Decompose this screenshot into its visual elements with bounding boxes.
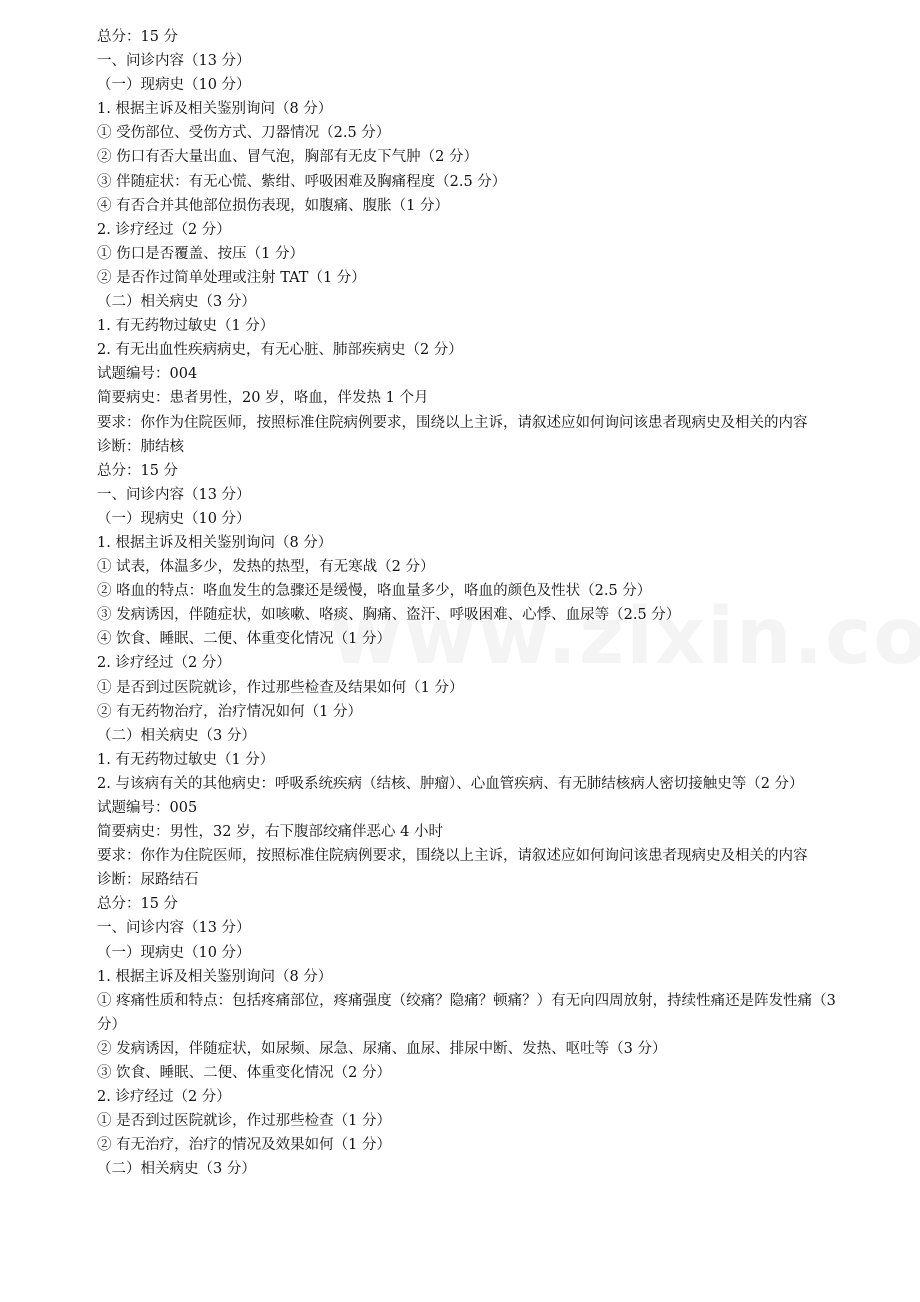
text-line: 要求：你作为住院医师，按照标准住院病例要求，围绕以上主诉，请叙述应如何询问该患者现病史及相关的内容 xyxy=(97,848,808,865)
text-line: ① 试表，体温多少，发热的热型，有无寒战（2 分） xyxy=(97,559,435,576)
text-line: 一、问诊内容（13 分） xyxy=(97,486,251,503)
text-line: ② 有无治疗，治疗的情况及效果如何（1 分） xyxy=(97,1137,391,1154)
text-line: 1. 根据主诉及相关鉴别询问（8 分） xyxy=(97,968,333,985)
text-line: 2. 诊疗经过（2 分） xyxy=(97,221,231,238)
text-line: ① 是否到过医院就诊，作过那些检查（1 分） xyxy=(97,1113,391,1130)
text-line: ① 伤口是否覆盖、按压（1 分） xyxy=(97,245,304,262)
text-line: ② 是否作过简单处理或注射 TAT（1 分） xyxy=(97,269,366,286)
text-line: （一）现病史（10 分） xyxy=(97,510,251,527)
text-line: 一、问诊内容（13 分） xyxy=(97,920,251,937)
text-line: 诊断：肺结核 xyxy=(97,438,184,455)
text-line: ② 发病诱因，伴随症状，如尿频、尿急、尿痛、血尿、排尿中断、发热、呕吐等（3 分） xyxy=(97,1040,667,1057)
text-line: 诊断：尿路结石 xyxy=(97,872,199,889)
text-line: 总分：15 分 xyxy=(97,462,179,479)
text-line: ③ 发病诱因，伴随症状，如咳嗽、咯痰、胸痛、盗汗、呼吸困难、心悸、血尿等（2.5 分） xyxy=(97,607,681,624)
text-line: （二）相关病史（3 分） xyxy=(97,1161,256,1178)
text-line: （一）现病史（10 分） xyxy=(97,77,251,94)
text-line: 试题编号：005 xyxy=(97,800,198,816)
text-line: （二）相关病史（3 分） xyxy=(97,727,256,744)
text-line: 要求：你作为住院医师，按照标准住院病例要求，围绕以上主诉，请叙述应如何询问该患者现病史及相关的内容 xyxy=(97,414,808,431)
text-line: 试题编号：004 xyxy=(97,366,198,383)
text-line: ① 受伤部位、受伤方式、刀器情况（2.5 分） xyxy=(97,125,391,142)
text-line: ③ 伴随症状：有无心慌、紫绀、呼吸困难及胸痛程度（2.5 分） xyxy=(97,173,507,190)
text-line: 1. 根据主诉及相关鉴别询问（8 分） xyxy=(97,101,333,118)
text-line: ② 伤口有否大量出血、冒气泡，胸部有无皮下气肿（2 分） xyxy=(97,149,478,166)
text-line: ③ 饮食、睡眠、二便、体重变化情况（2 分） xyxy=(97,1065,391,1082)
text-line: 1. 有无药物过敏史（1 分） xyxy=(97,318,275,335)
document-body xyxy=(97,25,857,1182)
text-line: 2. 与该病有关的其他病史：呼吸系统疾病（结核、肿瘤）、心血管疾病、有无肺结核病人密切接触史等（2 分） xyxy=(97,775,804,792)
text-line: （一）现病史（10 分） xyxy=(97,944,251,961)
text-line: ② 咯血的特点：咯血发生的急骤还是缓慢，咯血量多少，咯血的颜色及性状（2.5 分） xyxy=(97,583,652,600)
text-line: 一、问诊内容（13 分） xyxy=(97,53,251,70)
text-line: 2. 诊疗经过（2 分） xyxy=(97,1089,231,1106)
text-line: 2. 诊疗经过（2 分） xyxy=(97,655,231,672)
text-line: 1. 有无药物过敏史（1 分） xyxy=(97,751,275,768)
text-line: ① 疼痛性质和特点：包括疼痛部位，疼痛强度（绞痛？隐痛？顿痛？）有无向四周放射，持续性痛还是阵发性痛（3 分） xyxy=(97,992,836,1033)
text-line: 简要病史：男性，32 岁，右下腹部绞痛伴恶心 4 小时 xyxy=(97,824,444,841)
text-line: 2. 有无出血性疾病病史，有无心脏、肺部疾病史（2 分） xyxy=(97,342,463,359)
text-line: （二）相关病史（3 分） xyxy=(97,294,256,311)
text-line: ④ 饮食、睡眠、二便、体重变化情况（1 分） xyxy=(97,631,391,648)
text-line: 1. 根据主诉及相关鉴别询问（8 分） xyxy=(97,534,333,551)
text-line: 简要病史：患者男性，20 岁，咯血，伴发热 1 个月 xyxy=(97,390,429,407)
text-line: ④ 有否合并其他部位损伤表现，如腹痛、腹胀（1 分） xyxy=(97,197,449,214)
text-line: 总分：15 分 xyxy=(97,896,179,913)
text-line: ② 有无药物治疗，治疗情况如何（1 分） xyxy=(97,703,362,720)
text-line: ① 是否到过医院就诊，作过那些检查及结果如何（1 分） xyxy=(97,679,464,696)
text-line: 总分：15 分 xyxy=(97,29,179,45)
